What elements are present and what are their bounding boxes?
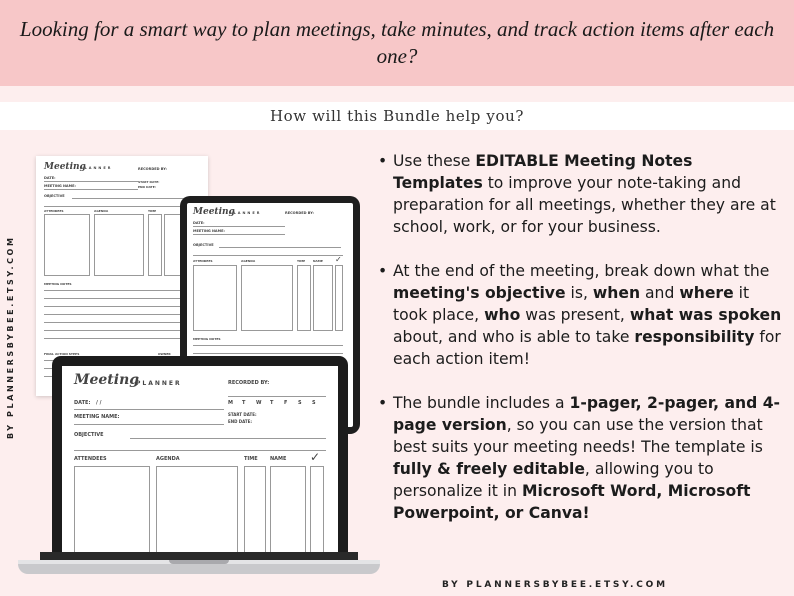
tablet-name-label: NAME	[313, 259, 323, 263]
subheading-bar	[0, 102, 794, 130]
benefit-2-text-l: responsibility	[634, 328, 755, 346]
laptop-objective-label: OBJECTIVE	[74, 432, 104, 438]
meeting-name-label: MEETING NAME:	[44, 184, 76, 188]
owner-label: OWNER	[158, 352, 171, 356]
final-action-steps-label: FINAL ACTION STEPS	[44, 352, 80, 356]
bottom-brand-text: BY PLANNERSBYBEE.ETSY.COM	[442, 580, 668, 590]
benefit-3-text-f: Microsoft Word, Microsoft Powerpoint, or Canva!	[393, 482, 751, 522]
start-date-label: START DATE:	[138, 180, 160, 184]
date-label: DATE:	[44, 176, 56, 180]
laptop-date-label: DATE:	[74, 400, 91, 406]
laptop-planner-subtitle: PLANNER	[136, 380, 182, 387]
benefit-1-text-c: to improve your note-taking and preparation for all meetings, whether they are at school, work, or for your business.	[393, 174, 776, 236]
laptop-day-sa: S	[298, 400, 302, 406]
headline-banner	[0, 0, 794, 86]
planner-subtitle: PLANNER	[80, 166, 113, 170]
tablet-attendees-label: ATTENDEES	[193, 259, 213, 263]
attendees-label: ATTENDEES	[44, 209, 64, 213]
benefit-1-text-b: EDITABLE Meeting Notes Templates	[393, 152, 693, 192]
laptop-start-date-label: START DATE:	[228, 412, 257, 417]
laptop-name-label: NAME	[270, 456, 287, 462]
subheading-text: How will this Bundle help you?	[270, 107, 524, 125]
laptop-day-su: S	[312, 400, 316, 406]
laptop-day-w: W	[256, 400, 262, 406]
tablet-meeting-notes-label: MEETING NOTES	[193, 337, 221, 341]
laptop-base	[18, 560, 380, 574]
tablet-check-icon: ✓	[335, 255, 342, 264]
laptop-day-f: F	[284, 400, 288, 406]
objective-label: OBJECTIVE	[44, 194, 65, 198]
tablet-date-label: DATE:	[193, 221, 205, 225]
benefit-3-text-b: 1-pager, 2-pager, and 4-page version	[393, 394, 781, 434]
laptop-check-icon: ✓	[310, 450, 321, 464]
end-date-label: END DATE:	[138, 185, 156, 189]
laptop-day-m: M	[228, 400, 233, 406]
benefit-2-text-h: who	[484, 306, 521, 324]
benefit-bullet-1	[376, 150, 786, 238]
tablet-planner-subtitle: PLANNER	[229, 211, 262, 215]
laptop-attendees-label: ATTENDEES	[74, 456, 107, 462]
benefit-2-text-m: for each action item!	[393, 328, 781, 368]
benefit-2-text-d: when	[592, 284, 641, 302]
headline-text: Looking for a smart way to plan meetings, take minutes, and track action items after each one?	[19, 17, 775, 68]
benefit-bullet-2	[376, 260, 786, 370]
laptop-day-th: T	[270, 400, 274, 406]
benefit-3-text-e: , allowing you to personalize it in	[393, 460, 714, 500]
laptop-device	[52, 356, 348, 562]
recorded-by-label: RECORDED BY:	[138, 167, 167, 171]
laptop-agenda-label: AGENDA	[156, 456, 180, 462]
benefit-2-text-g: it took place,	[393, 284, 750, 324]
benefit-2-text-f: where	[679, 284, 734, 302]
benefit-3-text-c: , so you can use the version that best suits your meeting needs! The template is	[393, 416, 763, 456]
benefit-3-text-a: The bundle includes a	[393, 394, 570, 412]
laptop-keyboard	[40, 552, 358, 560]
benefit-1-text-a: Use these	[393, 152, 476, 170]
planner-title: Meeting	[44, 162, 86, 172]
benefit-2-text-e: and	[640, 284, 680, 302]
laptop-day-t: T	[242, 400, 246, 406]
laptop-end-date-label: END DATE:	[228, 419, 252, 424]
tablet-planner-title: Meeting	[193, 207, 235, 217]
benefit-3-text-d: fully & freely editable	[393, 460, 585, 478]
laptop-meeting-name-label: MEETING NAME:	[74, 414, 120, 420]
tablet-agenda-label: AGENDA	[241, 259, 256, 263]
benefit-2-text-a: At the end of the meeting, break down what the	[393, 262, 770, 280]
laptop-screen	[62, 366, 338, 562]
time-label: TIME	[148, 209, 157, 213]
benefit-2-text-c: is,	[565, 284, 593, 302]
tablet-meeting-name-label: MEETING NAME:	[193, 229, 225, 233]
benefit-2-text-j: what was spoken	[629, 306, 782, 324]
laptop-time-label: TIME	[244, 456, 258, 462]
meeting-notes-label: MEETING NOTES	[44, 282, 72, 286]
tablet-objective-label: OBJECTIVE	[193, 243, 214, 247]
vertical-brand-text: BY PLANNERSBYBEE.ETSY.COM	[6, 235, 15, 439]
laptop-date-slashes: / /	[96, 400, 102, 406]
tablet-time-label: TIME	[297, 259, 306, 263]
benefit-bullet-3	[376, 392, 786, 524]
agenda-label: AGENDA	[94, 209, 109, 213]
benefit-2-text-i: was present,	[520, 306, 630, 324]
benefit-2-text-k: about, and who is able to take	[393, 328, 635, 346]
laptop-planner-title: Meeting	[74, 372, 140, 388]
benefits-list	[376, 150, 786, 546]
benefit-2-text-b: meeting's objective	[393, 284, 566, 302]
laptop-recorded-by-label: RECORDED BY:	[228, 380, 270, 386]
tablet-recorded-by-label: RECORDED BY:	[285, 211, 314, 215]
